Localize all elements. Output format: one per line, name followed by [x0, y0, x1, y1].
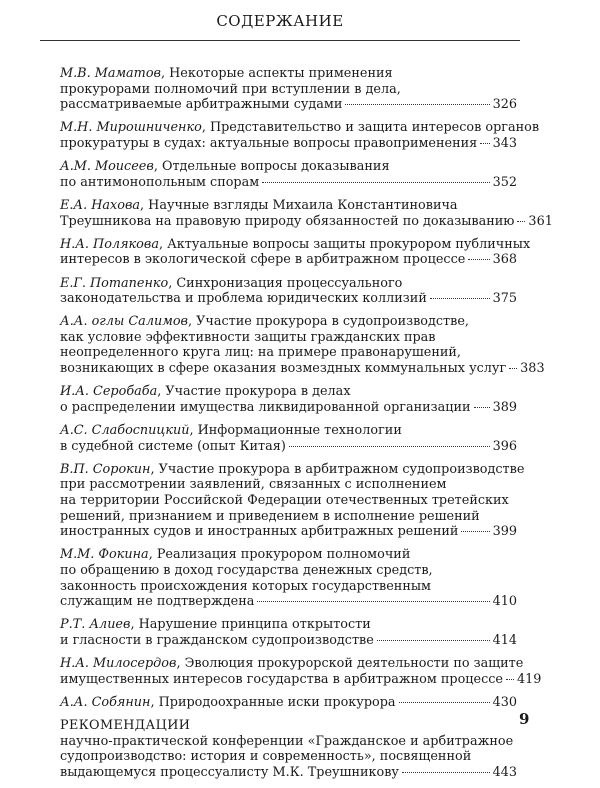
toc-entry-title-part: прокурорами полномочий при вступлении в дела, — [60, 81, 401, 97]
toc-entry-title-part: , Участие прокурора в делах — [157, 384, 351, 400]
toc-entry-title-part: по обращению в доход государства денежных средств, — [60, 562, 433, 578]
toc-entry-page: 410 — [492, 594, 517, 610]
toc-entry-line — [60, 656, 524, 672]
toc-entry — [60, 617, 517, 648]
toc-entry-page: 343 — [492, 135, 517, 151]
toc-entry-page: 368 — [492, 252, 517, 268]
toc-entry-line — [60, 563, 517, 579]
toc-entry-author: Е.А. Нахова — [60, 197, 141, 213]
toc-entry-author: А.А. Собянин — [60, 694, 151, 710]
dot-leader — [517, 221, 525, 222]
toc-entry-page: 375 — [492, 291, 517, 307]
toc-entry-text — [60, 493, 509, 508]
toc-entry-line — [60, 594, 517, 610]
toc-entry-title-part: , Природоохранные иски прокурора — [150, 694, 396, 710]
toc-entry-page: 326 — [492, 97, 517, 113]
toc-entry-text — [60, 82, 401, 97]
toc-entry-line — [60, 477, 517, 493]
toc-entry — [60, 384, 517, 415]
table-of-contents — [60, 66, 553, 788]
toc-entry-author: Е.Г. Потапенко — [60, 275, 169, 291]
toc-entry-text — [60, 547, 410, 562]
toc-entry-text — [60, 276, 402, 291]
toc-entry-line — [60, 120, 540, 136]
toc-entry-title-part: , Представительство и защита интересов органов — [201, 120, 540, 136]
toc-entry-title-part: в судебной системе (опыт Китая) — [60, 438, 286, 454]
toc-entry-title-part: законодательства и проблема юридических коллизий — [60, 291, 427, 307]
toc-entry-title-part: , Информационные технологии — [189, 423, 402, 439]
toc-entry — [60, 120, 540, 151]
toc-entry-text: выдающемуся процессуалисту М.К. Треушникову — [60, 764, 399, 780]
toc-entry-line — [60, 97, 517, 113]
toc-entry — [60, 423, 517, 454]
toc-entry — [60, 159, 517, 190]
toc-entry-text — [60, 423, 402, 438]
toc-entry-line — [60, 439, 517, 455]
toc-entry-line — [60, 617, 517, 633]
dot-leader — [377, 640, 490, 641]
toc-entry-page: 396 — [492, 438, 517, 454]
dot-leader — [506, 679, 514, 680]
toc-entry-line — [60, 524, 517, 540]
toc-entry-title-part: , Отдельные вопросы доказывания — [153, 159, 390, 175]
toc-entry-line — [60, 734, 517, 750]
toc-entry-title-part: как условие эффективности защиты гражданских прав — [60, 329, 436, 345]
toc-entry-page: 443 — [492, 764, 517, 780]
toc-entry-text — [60, 509, 480, 524]
recommendations-title: РЕКОМЕНДАЦИИ — [60, 718, 191, 734]
toc-entry-author: Н.А. Милосердов — [60, 656, 177, 672]
toc-entry-text — [60, 439, 286, 455]
toc-entry-text — [60, 462, 524, 477]
toc-entry-author: М.Н. Мирошниченко — [60, 120, 202, 136]
toc-entry — [60, 197, 553, 229]
toc-entry-recommendations — [60, 718, 517, 780]
dot-leader — [509, 368, 517, 369]
toc-entry — [60, 547, 517, 609]
toc-entry-line — [60, 330, 517, 346]
toc-entry-line — [60, 400, 517, 416]
toc-entry-title-part: , Реализация прокурором полномочий — [148, 547, 411, 563]
toc-entry-title-part: , Участие прокурора в арбитражном судопроизводстве — [150, 461, 525, 477]
toc-entry-line — [60, 493, 517, 509]
toc-entry-title-part: , Актуальные вопросы защиты прокурором публичных — [158, 236, 531, 252]
header-rule — [40, 40, 520, 41]
toc-entry-page: 414 — [492, 632, 517, 648]
toc-entry-title-part: решений, признанием и приведением в исполнение решений — [60, 508, 480, 524]
toc-entry-author: М.М. Фокина — [60, 547, 149, 563]
toc-entry-line — [60, 695, 517, 711]
toc-heading: СОДЕРЖАНИЕ — [216, 12, 344, 30]
toc-entry-author: Р.Т. Алиев — [60, 617, 131, 633]
dot-leader — [461, 531, 489, 532]
toc-entry-title-part: иностранных судов и иностранных арбитражных решений — [60, 524, 459, 540]
toc-entry-text — [60, 291, 427, 307]
toc-entry-line — [60, 198, 517, 214]
toc-entry-line — [60, 671, 542, 688]
toc-entry-text: судопроизводство: история и современность», посвященной — [60, 749, 472, 765]
toc-entry-page: 352 — [492, 174, 517, 190]
toc-entry-text — [60, 579, 431, 594]
toc-entry-title-part: , Эволюция прокурорской деятельности по защите — [176, 656, 524, 672]
dot-leader — [262, 182, 489, 183]
toc-entry-title-part: о распределении имущества ликвидированной организации — [60, 399, 471, 415]
toc-entry-author: В.П. Сорокин — [60, 461, 151, 477]
toc-entry-line — [60, 136, 517, 152]
toc-entry-text — [60, 159, 390, 174]
dot-leader — [480, 143, 489, 144]
toc-entry-line — [60, 579, 517, 595]
toc-entry-author: А.М. Моисеев — [60, 159, 154, 175]
toc-entry-line — [60, 291, 517, 307]
toc-entry-text — [60, 97, 342, 113]
toc-entry-text — [60, 198, 458, 213]
toc-entry-text — [60, 252, 465, 268]
toc-entry-page: 389 — [492, 399, 517, 415]
toc-entry-line — [60, 384, 517, 400]
toc-entry-text — [60, 617, 371, 632]
toc-entry-text — [60, 384, 351, 399]
toc-entry-text — [60, 672, 503, 688]
toc-entry-text — [60, 524, 458, 540]
toc-entry-text — [60, 330, 436, 345]
dot-leader — [474, 407, 490, 408]
toc-entry-line — [60, 509, 517, 525]
toc-entry-text — [60, 656, 523, 671]
toc-entry-line — [60, 314, 517, 330]
toc-entry-line — [60, 765, 517, 781]
toc-entry-text — [60, 237, 530, 252]
toc-entry-text — [60, 345, 461, 360]
toc-entry-text — [60, 695, 396, 711]
toc-entry — [60, 695, 517, 711]
toc-entry-line — [60, 345, 517, 361]
toc-entry-line — [60, 633, 517, 649]
toc-entry-title-part: имущественных интересов государства в арбитражном процессе — [60, 671, 503, 687]
dot-leader — [399, 702, 490, 703]
toc-entry-page: 361 — [528, 213, 553, 229]
toc-entry-author: А.С. Слабоспицкий — [60, 423, 190, 439]
toc-entry-title-part: Треушникова на правовую природу обязанностей по доказыванию — [60, 213, 515, 229]
toc-entry-line — [60, 213, 553, 230]
toc-entry-title-part: неопределенного круга лиц: на примере правонарушений, — [60, 345, 461, 361]
toc-entry-page: 399 — [492, 524, 517, 540]
toc-entry-text — [60, 563, 433, 578]
toc-entry-page: 383 — [520, 361, 545, 377]
toc-entry-title-part: прокуратуры в судах: актуальные вопросы правоприменения — [60, 135, 478, 151]
toc-entry — [60, 461, 525, 540]
dot-leader — [402, 772, 490, 773]
toc-entry — [60, 656, 542, 687]
toc-entry-title-part: при рассмотрении заявлений, связанных с исполнением — [60, 477, 447, 493]
page-number: 9 — [519, 710, 530, 728]
toc-entry — [60, 66, 517, 113]
toc-entry-title-part: на территории Российской Федерации отечественных третейских — [60, 493, 509, 508]
toc-entry-text: научно-практической конференции «Гражданское и арбитражное — [60, 733, 514, 749]
toc-entry — [60, 236, 531, 268]
toc-entry-text — [60, 120, 539, 135]
toc-entry-line — [60, 423, 517, 439]
toc-entry-line — [60, 461, 525, 478]
toc-entry-page: 430 — [492, 694, 517, 710]
toc-entry-author: А.А. оглы Салимов — [60, 314, 188, 330]
toc-entry-title-part: , Некоторые аспекты применения — [160, 66, 393, 81]
dot-leader — [345, 104, 489, 105]
toc-entry-text — [60, 214, 514, 230]
toc-entry-title-part: служащим не подтверждена — [60, 594, 255, 610]
toc-entry-title-part: , Синхронизация процессуального — [168, 275, 403, 291]
toc-entry-title-part: интересов в экологической сфере в арбитражном процессе — [60, 252, 466, 268]
dot-leader — [257, 601, 489, 602]
dot-leader — [430, 298, 490, 299]
toc-entry — [60, 276, 517, 307]
toc-entry-title-part: и гласности в гражданском судопроизводстве — [60, 632, 374, 648]
toc-entry-text — [60, 477, 447, 492]
toc-entry-text — [60, 400, 471, 416]
toc-entry-title-part: , Научные взгляды Михаила Константиновича — [140, 197, 458, 213]
toc-entry-title-part: по антимонопольным спорам — [60, 174, 260, 190]
toc-entry-line — [60, 547, 517, 563]
toc-entry-author: М.В. Маматов — [60, 66, 161, 81]
toc-entry-title-part: возникающих в сфере оказания возмездных коммунальных услуг — [60, 361, 507, 377]
toc-entry-text — [60, 594, 254, 610]
toc-entry-author: Н.А. Полякова — [60, 236, 159, 252]
toc-entry — [60, 314, 545, 377]
toc-entry-text — [60, 314, 469, 329]
toc-entry-page: 419 — [517, 671, 542, 687]
toc-entry-title-part: , Участие прокурора в судопроизводстве, — [187, 314, 469, 330]
toc-entry-text — [60, 136, 477, 152]
toc-entry-author: И.А. Серобаба — [60, 384, 158, 400]
toc-entry-title-part: законность происхождения которых государственным — [60, 578, 431, 594]
toc-entry-text — [60, 361, 506, 377]
toc-entry-line — [60, 236, 531, 253]
dot-leader — [289, 446, 490, 447]
toc-entry-line — [60, 175, 517, 191]
toc-entry-line — [60, 159, 517, 175]
toc-entry-line — [60, 66, 517, 82]
toc-entry-line — [60, 82, 517, 98]
toc-entry-line — [60, 361, 545, 377]
toc-entry-line — [60, 252, 517, 268]
toc-entry-line — [60, 749, 517, 765]
toc-entry-text — [60, 175, 259, 191]
dot-leader — [468, 259, 489, 260]
toc-entry-title-part: рассматриваемые арбитражными судами — [60, 97, 343, 113]
toc-entry-line — [60, 276, 517, 292]
toc-entry-text — [60, 66, 393, 81]
toc-entry-text — [60, 633, 374, 649]
toc-entry-title-part: , Нарушение принципа открытости — [130, 617, 371, 633]
